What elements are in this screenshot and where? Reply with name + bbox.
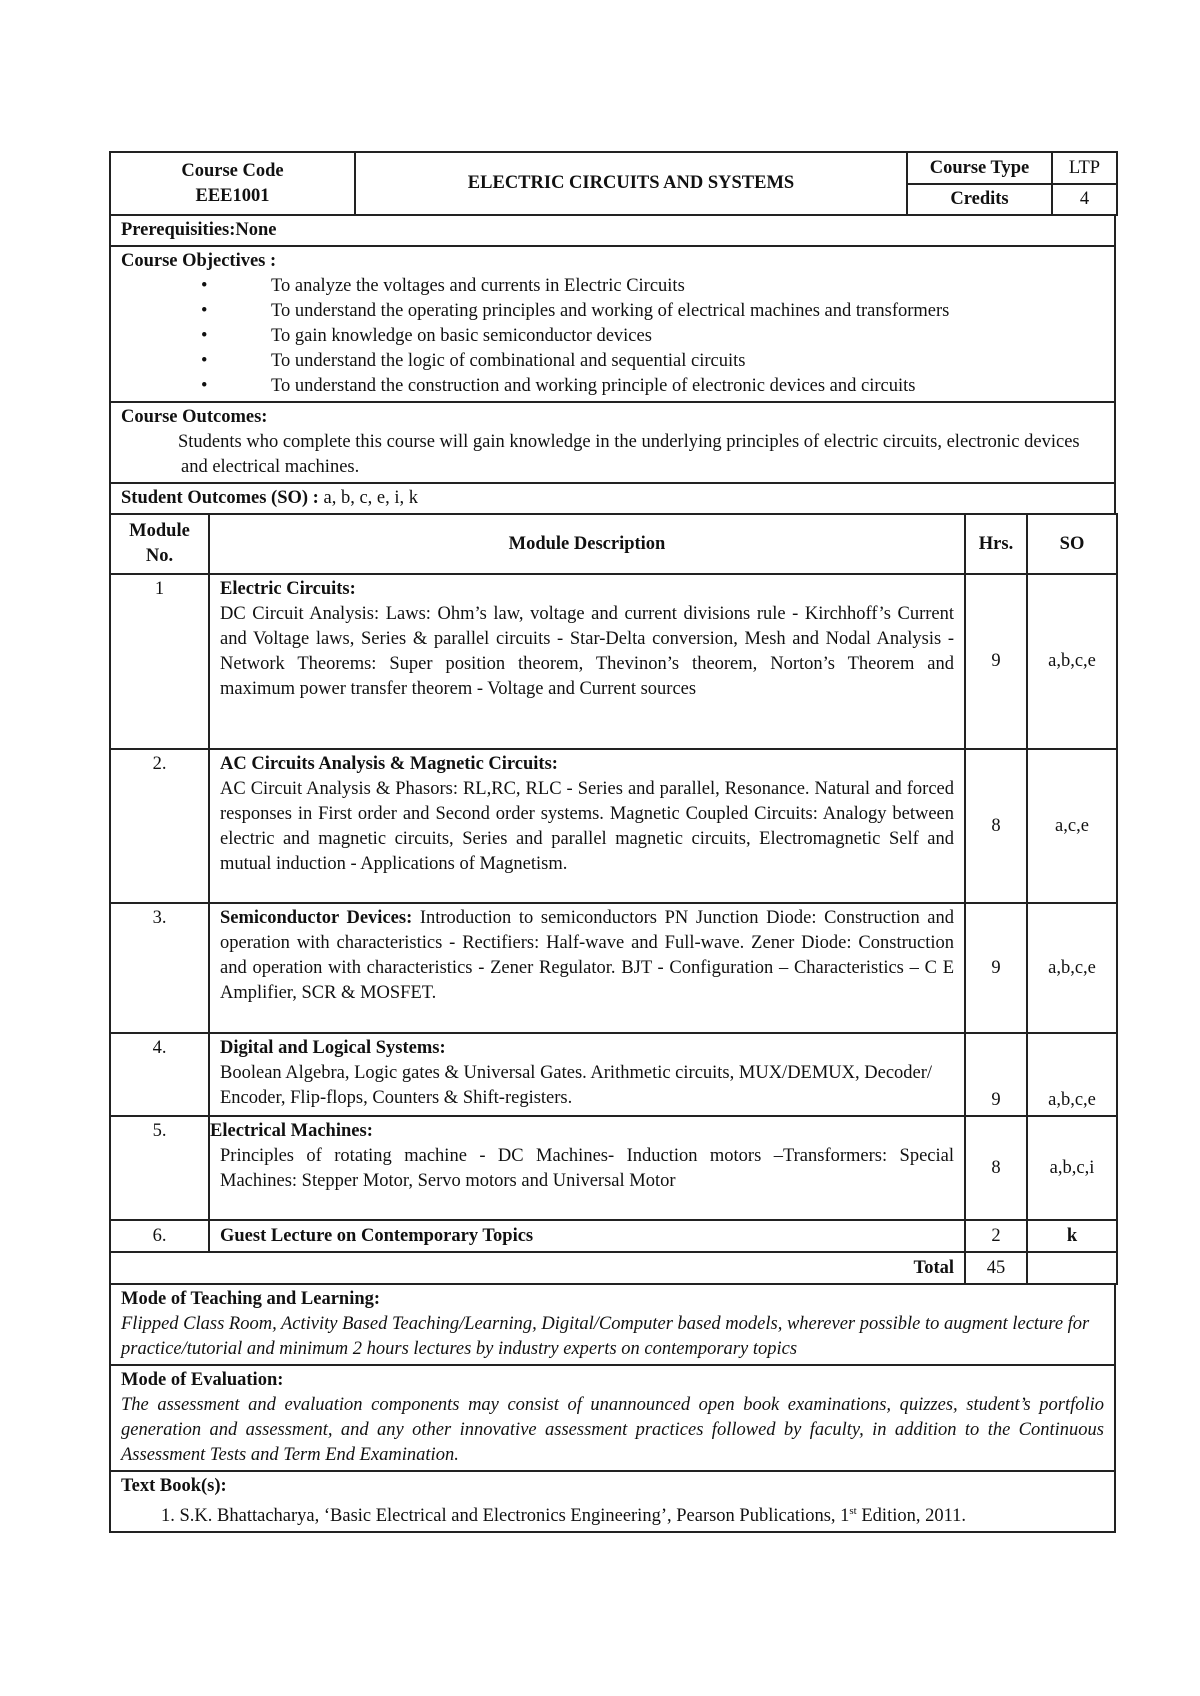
module-so: a,c,e [1027, 749, 1117, 903]
module-text: Principles of rotating machine - DC Machines- Induction motors –Transformers: Special Machines: Stepper Motor, Servo motors and Universal Motor [220, 1146, 954, 1191]
module-text: Introduction to semiconductors PN Junction Diode: Construction and operation with characteristics - Rectifiers: Half-wave and Full-wave. Zener Diode: Construction and operation with characteristics - Zener Regulator. BJT - Configuration – Characteristics – C E Amplifier, SCR & MOSFET. [220, 908, 955, 1003]
module-text: DC Circuit Analysis: Laws: Ohm’s law, voltage and current divisions rule - Kirchhoff’s Current and Voltage laws, Series & parallel circuits - Star-Delta conversion, Mesh and Nodal Analysis - Network Theorems: Super position theorem, Thevinon’s theorem, Norton’s Theorem and maximum power transfer theorem - Voltage and Current sources [220, 604, 954, 699]
module-title: Guest Lecture on Contemporary Topics [209, 1220, 965, 1252]
table-row [110, 1220, 1117, 1252]
list-item: • To understand the operating principles and working of electrical machines and transformers [201, 299, 1104, 324]
module-desc [209, 1033, 965, 1116]
textbook-heading: Text Book(s): [121, 1476, 227, 1496]
module-hrs: 8 [965, 1116, 1027, 1220]
module-no: 6. [110, 1220, 209, 1252]
table-row [110, 574, 1117, 749]
credits-label: Credits [907, 184, 1052, 215]
textbook-no: 1. [161, 1506, 175, 1527]
module-title: Semiconductor Devices: [220, 908, 413, 928]
list-item: • To understand the construction and working principle of electronic devices and circuits [201, 374, 1104, 399]
modules-table [109, 513, 1118, 1285]
table-row [110, 903, 1117, 1033]
total-label: Total [110, 1252, 965, 1284]
prerequisites: Prerequisities:None [110, 215, 1115, 246]
objectives-heading: Course Objectives : [121, 251, 277, 271]
course-footer-table [109, 1283, 1116, 1533]
table-row [110, 1033, 1117, 1116]
module-desc [209, 903, 965, 1033]
course-code-label: Course Code [181, 160, 284, 181]
table-row [110, 749, 1117, 903]
list-item: • To analyze the voltages and currents in Electric Circuits [201, 274, 1104, 299]
textbook-text-end: Edition, 2011. [856, 1506, 967, 1527]
module-so: a,b,c,e [1027, 903, 1117, 1033]
objectives-section [110, 246, 1115, 402]
module-no: 3. [110, 903, 209, 1033]
module-text: Boolean Algebra, Logic gates & Universal Gates. Arithmetic circuits, MUX/DEMUX, Decoder/ Encoder, Flip-flops, Counters & Shift-registers. [220, 1063, 933, 1108]
module-desc [209, 749, 965, 903]
module-title: Digital and Logical Systems: [220, 1038, 446, 1058]
module-desc [209, 574, 965, 749]
objectives-list [121, 274, 1104, 399]
module-no: 1 [110, 574, 209, 749]
module-title: Electric Circuits: [220, 579, 356, 599]
course-code: EEE1001 [195, 185, 270, 206]
teaching-text: Flipped Class Room, Activity Based Teaching/Learning, Digital/Computer based models, wherever possible to augment lecture for practice/tutorial and minimum 2 hours lectures by industry experts on contemporary topics [121, 1314, 1090, 1359]
course-title: ELECTRIC CIRCUITS AND SYSTEMS [355, 152, 907, 215]
list-item: • To understand the logic of combinational and sequential circuits [201, 349, 1104, 374]
module-no: 5. [110, 1116, 209, 1220]
evaluation-section [110, 1365, 1115, 1471]
evaluation-text: The assessment and evaluation components may consist of unannounced open book examinations, quizzes, student’s portfolio generation and assessment, and any other innovative assessment practices followed by faculty, in addition to the Continuous Assessment Tests and Term End Examination. [121, 1395, 1104, 1465]
module-hrs: 8 [965, 749, 1027, 903]
textbook-sup: st [849, 1505, 857, 1517]
textbook-section [110, 1471, 1115, 1532]
module-so: a,b,c,e [1027, 1033, 1117, 1116]
teaching-section [110, 1284, 1115, 1365]
module-so: a,b,c,i [1027, 1116, 1117, 1220]
course-code-cell [110, 152, 355, 215]
student-outcomes-label: Student Outcomes (SO) : [121, 488, 319, 508]
course-type: LTP [1052, 152, 1117, 184]
module-title: AC Circuits Analysis & Magnetic Circuits: [220, 754, 558, 774]
module-hrs: 9 [965, 1033, 1027, 1116]
module-hrs: 2 [965, 1220, 1027, 1252]
header-module-no: Module No. [110, 514, 209, 574]
module-text: AC Circuit Analysis & Phasors: RL,RC, RLC - Series and parallel, Resonance. Natural and forced responses in First order and Second order systems. Magnetic Coupled Circuits: Analogy between electric and magnetic circuits, Series and parallel magnetic circuits, Electromagnetic Self and mutual induction - Applications of Magnetism. [220, 779, 954, 874]
textbook-entry [121, 1499, 1104, 1529]
course-info-table [109, 214, 1116, 515]
course-header-table [109, 151, 1118, 216]
credits: 4 [1052, 184, 1117, 215]
outcomes-text: Students who complete this course will gain knowledge in the underlying principles of electric circuits, electronic devices and electrical machines. [178, 432, 1080, 477]
textbook-text: S.K. Bhattacharya, ‘Basic Electrical and Electronics Engineering’, Pearson Publications, 1 [179, 1506, 850, 1527]
list-item: • To gain knowledge on basic semiconductor devices [201, 324, 1104, 349]
evaluation-heading: Mode of Evaluation: [121, 1370, 284, 1390]
table-row [110, 1116, 1117, 1220]
module-title: Electrical Machines: [210, 1121, 373, 1141]
outcomes-section [110, 402, 1115, 483]
outcomes-heading: Course Outcomes: [121, 407, 268, 427]
total-so-empty [1027, 1252, 1117, 1284]
header-module-desc: Module Description [209, 514, 965, 574]
course-type-label: Course Type [907, 152, 1052, 184]
total-row [110, 1252, 1117, 1284]
module-no: 2. [110, 749, 209, 903]
module-hrs: 9 [965, 574, 1027, 749]
module-no: 4. [110, 1033, 209, 1116]
module-so: k [1027, 1220, 1117, 1252]
syllabus-page [109, 151, 1116, 1533]
module-hrs: 9 [965, 903, 1027, 1033]
student-outcomes-row [110, 483, 1115, 514]
header-hrs: Hrs. [965, 514, 1027, 574]
teaching-heading: Mode of Teaching and Learning: [121, 1289, 381, 1309]
module-desc [209, 1116, 965, 1220]
module-so: a,b,c,e [1027, 574, 1117, 749]
student-outcomes-value: a, b, c, e, i, k [323, 488, 419, 508]
header-so: SO [1027, 514, 1117, 574]
total-value: 45 [965, 1252, 1027, 1284]
